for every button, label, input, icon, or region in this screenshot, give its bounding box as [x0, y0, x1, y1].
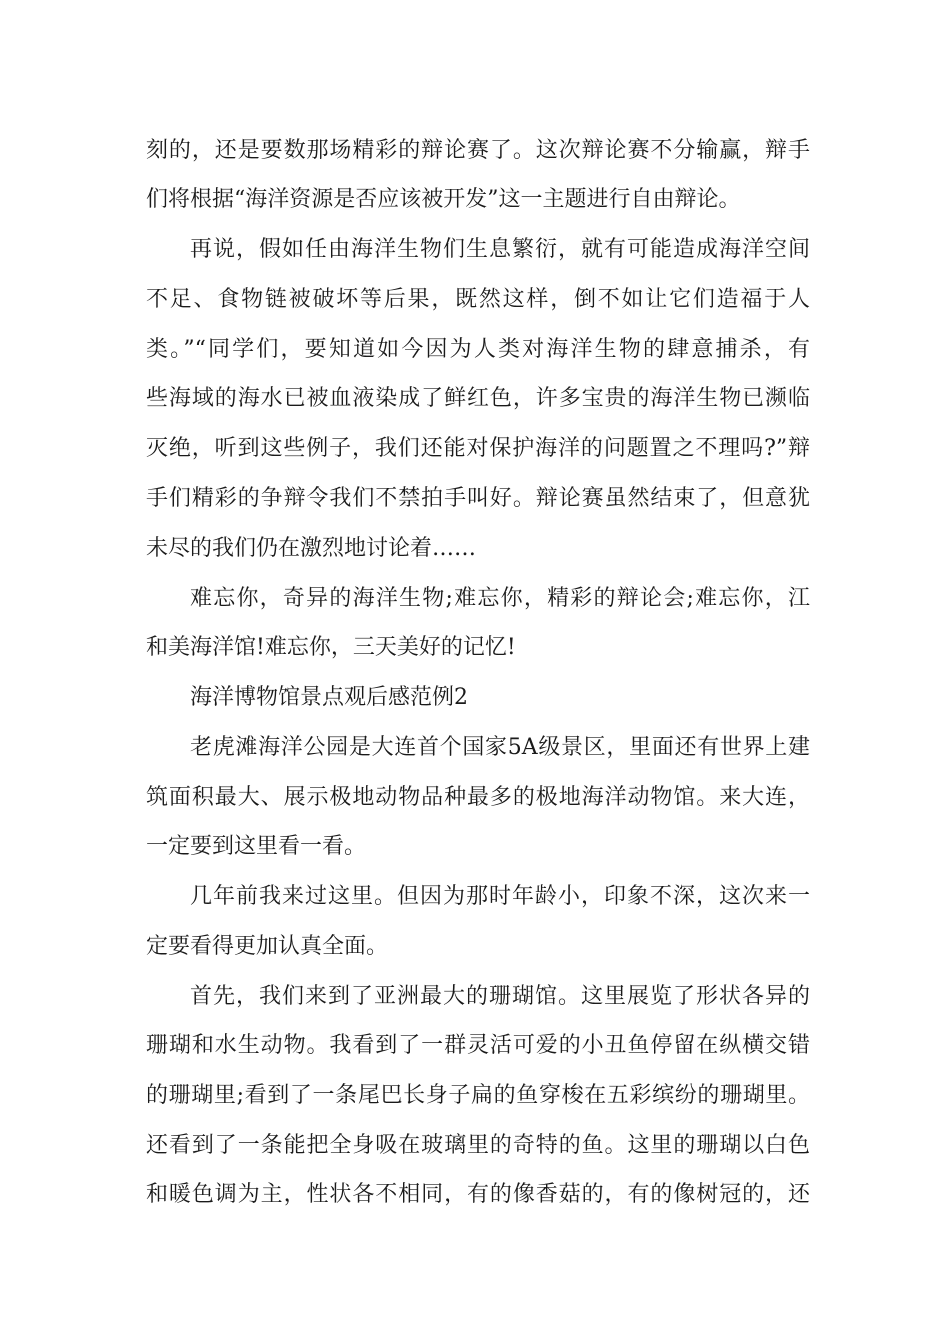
- text-line: 定要看得更加认真全面。: [146, 934, 389, 959]
- paragraph-first-line: 老虎滩海洋公园是大连首个国家5A级景区，里面还有世界上建: [190, 735, 810, 760]
- text-line: 些海域的海水已被血液染成了鲜红色，许多宝贵的海洋生物已濒临: [146, 386, 810, 411]
- text-line: 一定要到这里看一看。: [146, 834, 367, 859]
- paragraph-first-line: 几年前我来过这里。但因为那时年龄小，印象不深，这次来一: [190, 884, 810, 909]
- paragraph-first-line: 难忘你，奇异的海洋生物;难忘你，精彩的辩论会;难忘你，江: [190, 586, 810, 611]
- text-line: 还看到了一条能把全身吸在玻璃里的奇特的鱼。这里的珊瑚以白色: [146, 1133, 810, 1158]
- text-line: 筑面积最大、展示极地动物品种最多的极地海洋动物馆。来大连，: [146, 785, 810, 810]
- text-line: 未尽的我们仍在激烈地讨论着……: [146, 536, 477, 561]
- section-heading: 海洋博物馆景点观后感范例2: [190, 685, 468, 710]
- paragraph-first-line: 再说，假如任由海洋生物们生息繁衍，就有可能造成海洋空间: [190, 237, 810, 262]
- text-line: 类。”“同学们，要知道如今因为人类对海洋生物的肆意捕杀，有: [146, 337, 810, 362]
- text-line: 珊瑚和水生动物。我看到了一群灵活可爱的小丑鱼停留在纵横交错: [146, 1033, 810, 1058]
- text-line: 的珊瑚里;看到了一条尾巴长身子扁的鱼穿梭在五彩缤纷的珊瑚里。: [146, 1083, 810, 1108]
- text-line: 手们精彩的争辩令我们不禁拍手叫好。辩论赛虽然结束了，但意犹: [146, 486, 810, 511]
- paragraph-first-line: 首先，我们来到了亚洲最大的珊瑚馆。这里展览了形状各异的: [190, 984, 810, 1009]
- text-line: 们将根据“海洋资源是否应该被开发”这一主题进行自由辩论。: [146, 187, 741, 212]
- text-line: 刻的，还是要数那场精彩的辩论赛了。这次辩论赛不分输赢，辩手: [146, 138, 810, 163]
- text-line: 不足、食物链被破坏等后果，既然这样，倒不如让它们造福于人: [146, 287, 810, 312]
- text-line: 和暖色调为主，性状各不相同，有的像香菇的，有的像树冠的，还: [146, 1182, 810, 1207]
- text-line: 和美海洋馆!难忘你，三天美好的记忆!: [146, 635, 516, 660]
- text-line: 灭绝，听到这些例子，我们还能对保护海洋的问题置之不理吗?”辩: [146, 436, 810, 461]
